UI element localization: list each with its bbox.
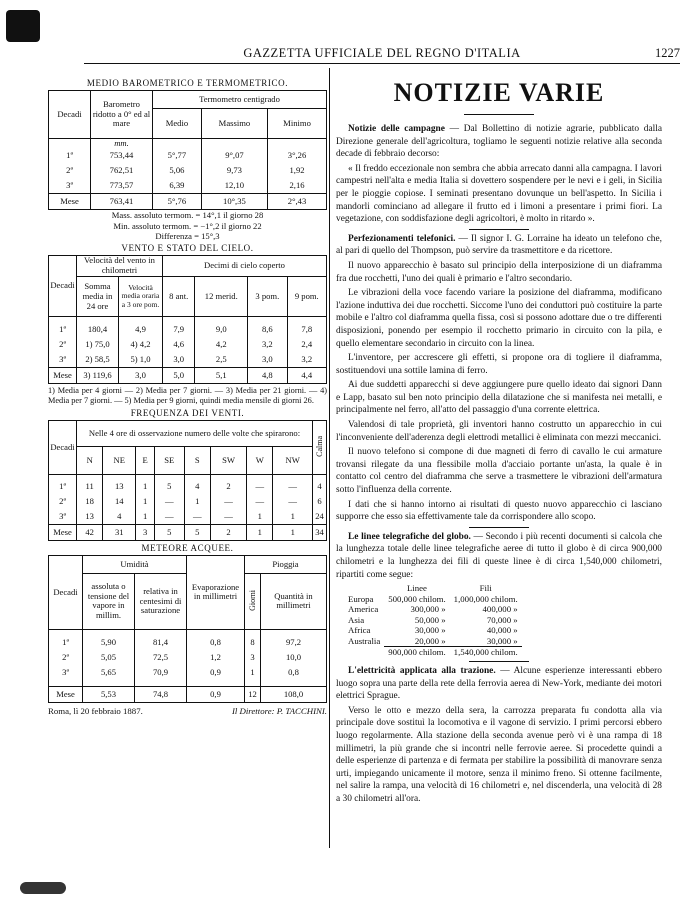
freq-col-decadi: Decadi (49, 420, 77, 474)
dir-label: NE (103, 446, 136, 474)
vento-col-9: 9 pom. (287, 277, 326, 317)
baro-table (48, 90, 327, 210)
table-row: Australia 20,000 » 30,000 » (348, 635, 518, 647)
signature-line (48, 706, 327, 716)
freq-col-calma: Calma (314, 435, 324, 457)
vento-col-decadi: Decadi (49, 256, 77, 317)
telefono-paragraph: L'inventore, per accrescere gli effetti, si propone ora di togliere il diaframma, sostituendovi una sottile lamina di ferro. (336, 353, 662, 376)
vento-title: VENTO E STATO DEL CIELO. (121, 243, 254, 254)
vento-col-decimi: Decimi di cielo coperto (163, 256, 327, 277)
telefono-paragraph: Il nuovo telefono si compone di due magneti di ferro di cavallo le cui armature trovansi rilegate da una flessibile molla d'acciaio portante un'asta, la quale è in contatto col centro del diaframma che serve a trasmettere le vibrazioni dell'armatura sotto l'influenza della corrente. (336, 447, 662, 496)
freq-title: FREQUENZA DEI VENTI. (130, 407, 245, 418)
vento-col-somma: Somma media in 24 ore (77, 277, 119, 317)
telefono-paragraph: Valendosi di tale proprietà, gli inventori hanno costrutto un apparecchio in cui l'inconveniente dell'aderenza degli elettrodi metallici è eliminata con mezzi meccanici. (336, 420, 662, 443)
page-header (84, 46, 680, 64)
dir-label: SW (210, 446, 246, 474)
table-row: 1ª 180,4 4,9 7,9 9,0 8,6 7,8 (49, 323, 327, 338)
column-divider (329, 68, 330, 848)
baro-col-termometro: Termometro centigrado (153, 91, 327, 109)
gazette-title: GAZZETTA UFFICIALE DEL REGNO D'ITALIA (243, 46, 521, 60)
meteore-title: METEORE ACQUEE. (141, 542, 234, 553)
linee-col-linee: Linee (406, 583, 427, 594)
vento-col-8: 8 ant. (163, 277, 195, 317)
freq-table (48, 420, 327, 541)
title-rule (464, 114, 534, 115)
table-row: America 300,000 » 400,000 » (348, 604, 518, 615)
linee-table (344, 583, 522, 658)
meteore-col-pioggia: Pioggia (245, 555, 327, 573)
meteo-column (48, 68, 327, 716)
table-row: 3ª 5,65 70,9 0,9 1 0,8 (49, 665, 327, 680)
baro-note-3: Differenza = 15°,3 (155, 231, 220, 241)
baro-unit: mm. (91, 139, 153, 149)
signature-director: Il Direttore: P. TACCHINI. (231, 705, 327, 716)
trazione-paragraph: Verso le otto e mezzo della sera, la carrozza preparata fu condotta alla via principale dove sostituì la locomotiva e il vagone di servizio. I primi percorsi ebbero luogo regolarmente. Alla stazione della seconda avenue però vi è una rampa di 18 millimetri, la più grande che si incontri nelle ferrovie aeree. Si procedette quindi a delle esperienze di partenza e di fermata per stabilire la possibilità di manovrare senza urti, impiegando unicamente il motore, senza il minimo freno. Si ottenne facilmente, nel salire la rampa, una velocità di 16 chilometri e, nel discenderla, una velocità di 28 a 30 chilometri all'ora. (336, 705, 662, 804)
trazione-paragraph: L'elettricità applicata alla trazione. — Alcune esperienze interessanti ebbero luogo sopra una parte della rete della ferrovia aerea di New-York, mediante dei motori elettrici Sprague. (336, 666, 662, 702)
table-row: 3ª 773,57 6,39 12,10 2,16 (49, 179, 327, 194)
baro-col-barometro: Barometro ridotto a 0° ed al mare (91, 91, 153, 139)
table-row: Asia 50,000 » 70,000 » (348, 614, 518, 625)
baro-col-decadi: Decadi (49, 91, 91, 139)
telefono-paragraph: Ai due suddetti apparecchi si deve aggiungere pure quello ideato dai signori Dann e Lapp, basato sul ben noto principio della dilatazione che si manifesta nei metalli, e principalmente nel ferro, all'atto del passaggio d'una corrente elettrica. (336, 380, 662, 416)
meteore-col-evap: Evaporazione in millimetri (187, 555, 245, 629)
dir-label: S (184, 446, 210, 474)
table-row-mese: Mese 763,41 5°,76 10°,35 2°,43 (49, 194, 327, 210)
table-row-mese: Mese 5,53 74,8 0,9 12 108,0 (49, 686, 327, 702)
campagne-paragraph: Notizie delle campagne — Dal Bollettino di notizie agrarie, pubblicato dalla Direzione generale dell'agricoltura, togliamo le seguenti notizie relative alla seconda decade di febbraio decorso: (336, 124, 663, 160)
dir-label: N (77, 446, 103, 474)
separator (469, 527, 529, 528)
baro-col-massimo: Massimo (201, 109, 267, 139)
signature-place-date: Roma, lì 20 febbraio 1887. (48, 705, 143, 716)
telefono-paragraph: Le vibrazioni della voce facendo variare la posizione del diaframma, modificano l'azione induttiva dei due rocchetti. Siccome l'uno dei conduttori può costituire la parte mobile e l'altro col diaframma quella fissa, così si possono adottare due o tre differenti disposizioni, ponendo per esempio il rocchetto primario in circuito con la pila, e quello elementare secondario in circuito con la linea. (336, 288, 662, 349)
table-row: 2ª 1) 75,0 4) 4,2 4,6 4,2 3,2 2,4 (49, 338, 327, 353)
news-column (336, 68, 662, 808)
telefono-paragraph: I dati che si hanno intorno ai risultati di questo nuovo apparecchio ci lasciano supporre che esso sia effettivamente tale da corrispondere allo scopo. (336, 499, 662, 523)
meteore-table (48, 555, 327, 703)
meteore-col-umidita: Umidità (83, 555, 187, 573)
baro-note-1: Mass. assoluto termom. = 14°,1 il giorno 28 (111, 210, 264, 221)
vento-col-velocita: Velocità del vento in chilometri (77, 256, 163, 277)
baro-col-minimo: Minimo (268, 109, 327, 139)
table-row: 2ª 18 14 1 — 1 — — — 6 (49, 494, 327, 509)
vento-col-oraria: Velocità media oraria a 3 ore pom. (119, 277, 163, 317)
meteore-col-quantita: Quantità in millimetri (261, 573, 327, 629)
news-title: NOTIZIE VARIE (393, 78, 605, 107)
dir-label: NW (273, 446, 313, 474)
vento-footnote: 1) Media per 4 giorni — 2) Media per 7 giorni. — 3) Media per 21 giorni. — 4) Media per 7 giorni. — 5) Media per 9 giorni, quindi media mensile di giorni 26. (48, 386, 327, 406)
meteore-col-assoluta: assoluta o tensione del vapore in millim. (83, 573, 135, 629)
meteore-col-relativa: relativa in centesimi di saturazione (135, 573, 187, 629)
dir-label: E (136, 446, 155, 474)
table-row: Africa 30,000 » 40,000 » (348, 625, 518, 636)
campagne-quote: « Il freddo eccezionale non sembra che abbia arrecato danni alla campagna. I lavori campestri nell'alta e media Italia si dovettero sospendere per le nevi e i geli, in Sicilia per le pioggie copiose. I seminati presentano dovunque un bell'aspetto. In Sicilia i mandorli cominciano ad allegare il frutto ed i limoni a presentare i primi fiori. La vegetazione, con soddisfazione degli agricoltori, è molto in ritardo ». (336, 163, 662, 225)
table-row-mese: Mese 3) 119,6 3,0 5,0 5,1 4,8 4,4 (49, 368, 327, 384)
table-row: 1ª 5,90 81,4 0,8 8 97,2 (49, 635, 327, 650)
freq-col-head: Nelle 4 ore di osservazione numero delle volte che spirarono: (77, 420, 313, 446)
telefono-paragraph: Il nuovo apparecchio è basato sul principio della interposizione di un diaframma fra due rocchetti, l'uno dei quali è primario e l'altro secondario. (336, 260, 662, 284)
dir-label: W (247, 446, 273, 474)
linee-paragraph: Le linee telegrafiche del globo. — Secondo i più recenti documenti si calcola che la lunghezza totale delle linee telegrafiche aeree di tutto il globo è di circa 900,000 chilometri e la lunghezza dei fili di queste linee è di circa 1,540,000 chilometri, ripartiti come segue: (336, 531, 663, 580)
table-row: 3ª 13 4 1 — — — 1 1 24 (49, 509, 327, 524)
vento-table (48, 255, 327, 384)
ink-blot-bottom (20, 882, 66, 894)
meteore-col-decadi: Decadi (49, 555, 83, 629)
baro-col-medio: Medio (153, 109, 202, 139)
table-row: Europa 500,000 chilom. 1,000,000 chilom. (348, 593, 518, 604)
separator (469, 229, 529, 230)
dir-label: SE (154, 446, 184, 474)
separator (469, 661, 529, 662)
baro-title: MEDIO BAROMETRICO E TERMOMETRICO. (86, 78, 289, 88)
table-row: 3ª 2) 58,5 5) 1,0 3,0 2,5 3,0 3,2 (49, 353, 327, 368)
table-row: 1ª 11 13 1 5 4 2 — — 4 (49, 479, 327, 494)
meteore-col-giorni: Giorni (247, 589, 257, 611)
table-row: 2ª 762,51 5,06 9,73 1,92 (49, 164, 327, 179)
vento-col-12: 12 merid. (195, 277, 248, 317)
table-row: 1ª 753,44 5°,77 9°,07 3°,26 (49, 149, 327, 164)
baro-note-2: Min. assoluto termom. = −1°,2 il giorno 22 (113, 220, 262, 231)
vento-col-3: 3 pom. (248, 277, 287, 317)
ink-blot-top (6, 10, 40, 42)
telefono-paragraph: Perfezionamenti telefonici. — Il signor I. G. Lorraine ha ideato un telefono che, al pari di quello del Thompson, può servire da trasmettitore e da ricettore. (336, 233, 662, 257)
table-row-mese: Mese 42 31 3 5 5 2 1 1 34 (49, 524, 327, 540)
linee-col-fili: Fili (479, 583, 492, 594)
table-row: 2ª 5,05 72,5 1,2 3 10,0 (49, 650, 327, 665)
page-number: 1227 (655, 46, 680, 60)
table-row-total: 900,000 chilom. 1,540,000 chilom. (344, 647, 522, 658)
